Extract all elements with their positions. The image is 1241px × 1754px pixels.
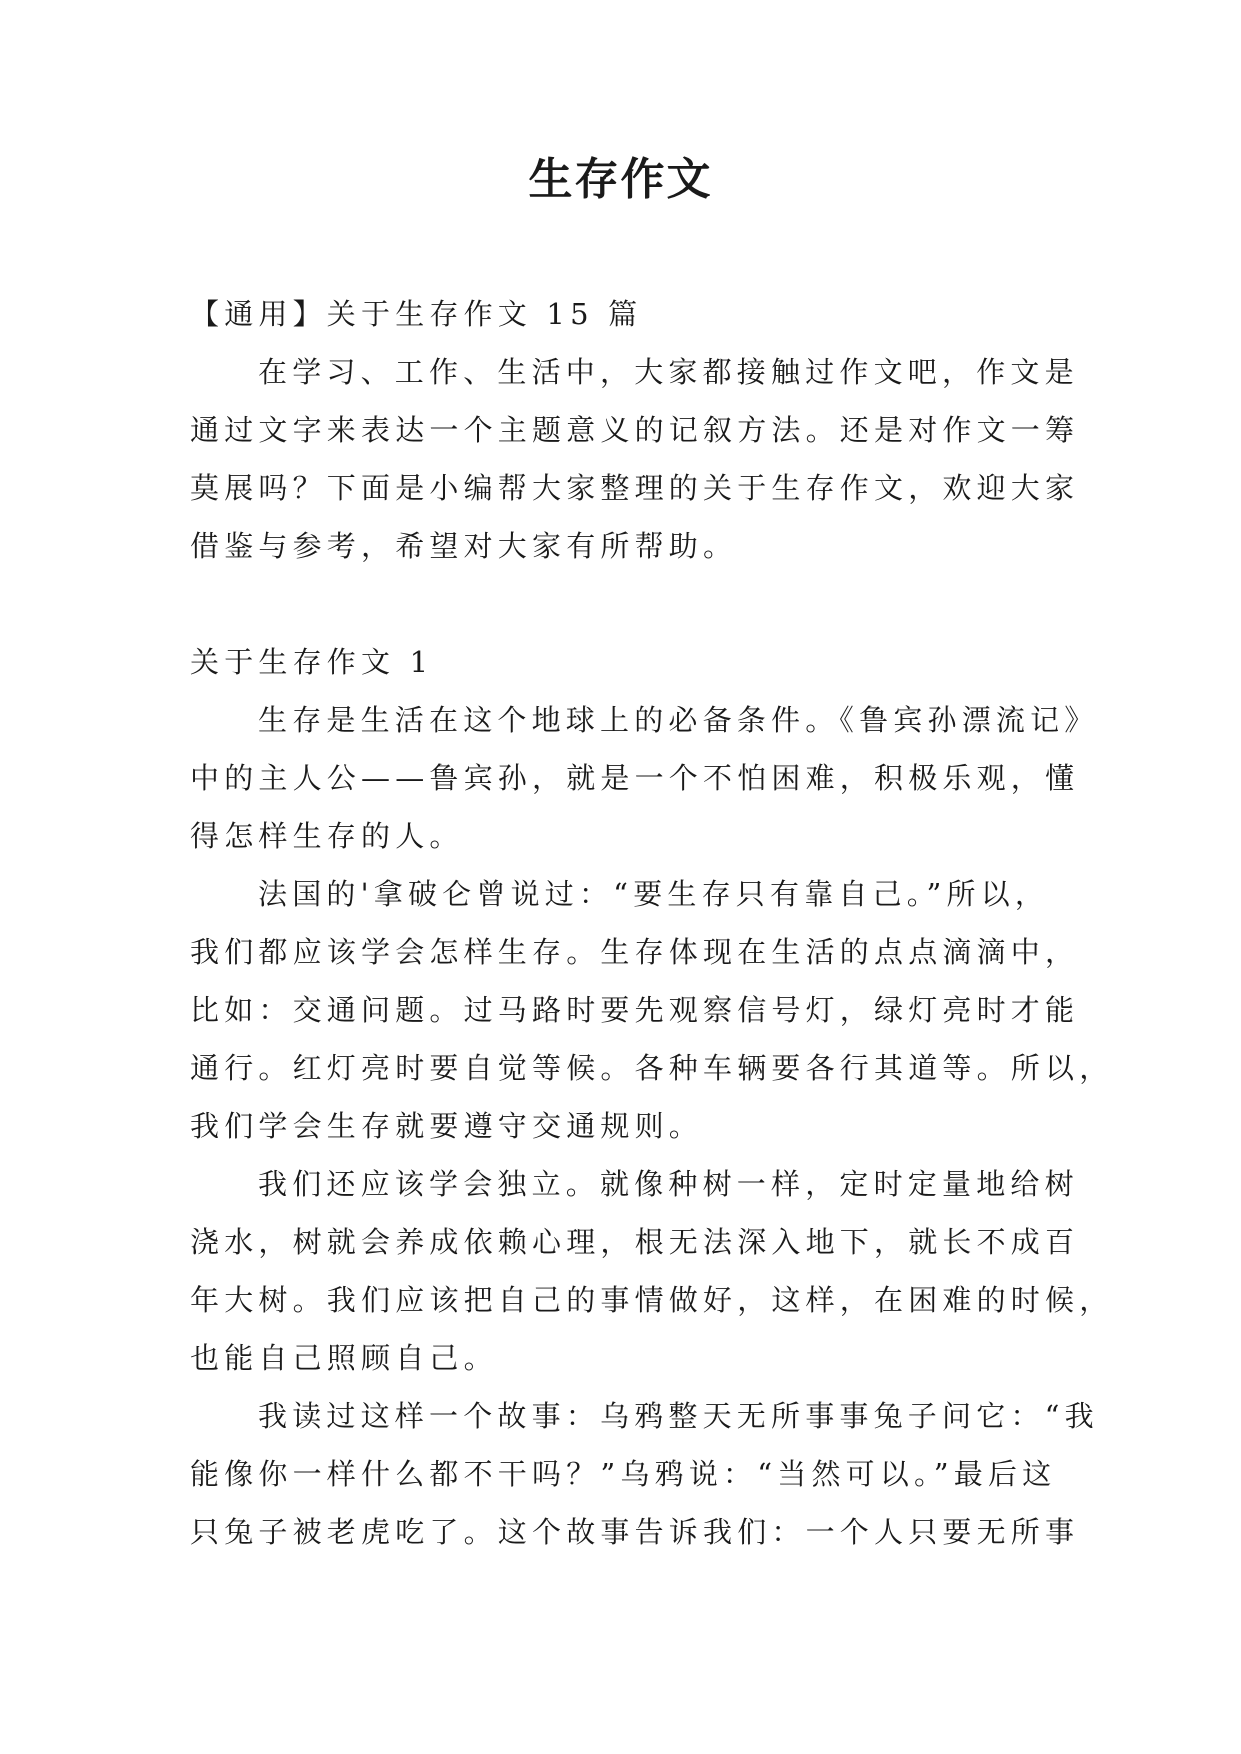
paragraph-line: 法国的'拿破仑曾说过：“要生存只有靠自己。”所以，	[258, 877, 1050, 911]
document-title: 生存作文	[528, 154, 713, 205]
paragraph-line: 我读过这样一个故事：乌鸦整天无所事事兔子问它：“我	[258, 1399, 1099, 1433]
paragraph-line: 能像你一样什么都不干吗？”乌鸦说：“当然可以。”最后这	[190, 1457, 1057, 1491]
paragraph-line: 比如：交通问题。过马路时要先观察信号灯，绿灯亮时才能	[190, 993, 1080, 1027]
paragraph-line: 中的主人公——鲁宾孙，就是一个不怕困难，积极乐观，懂	[190, 761, 1080, 795]
intro-line: 借鉴与参考，希望对大家有所帮助。	[190, 529, 738, 563]
paragraph-line: 只兔子被老虎吃了。这个故事告诉我们：一个人只要无所事	[190, 1515, 1080, 1549]
section-heading: 关于生存作文 1	[190, 645, 434, 679]
paragraph-line: 我们还应该学会独立。就像种树一样，定时定量地给树	[258, 1167, 1079, 1201]
intro-line: 在学习、工作、生活中，大家都接触过作文吧，作文是	[258, 355, 1079, 389]
paragraph-line: 我们学会生存就要遵守交通规则。	[190, 1109, 704, 1143]
paragraph-line: 也能自己照顾自己。	[190, 1341, 498, 1375]
paragraph-line: 我们都应该学会怎样生存。生存体现在生活的点点滴滴中，	[190, 935, 1080, 969]
intro-line: 莫展吗？下面是小编帮大家整理的关于生存作文，欢迎大家	[190, 471, 1080, 505]
paragraph-line: 生存是生活在这个地球上的必备条件。《鲁宾孙漂流记》	[258, 703, 1099, 737]
document-subtitle: 【通用】关于生存作文 15 篇	[190, 297, 643, 331]
paragraph-line: 年大树。我们应该把自己的事情做好，这样，在困难的时候，	[190, 1283, 1114, 1317]
paragraph-line: 通行。红灯亮时要自觉等候。各种车辆要各行其道等。所以，	[190, 1051, 1114, 1085]
intro-line: 通过文字来表达一个主题意义的记叙方法。还是对作文一筹	[190, 413, 1080, 447]
paragraph-line: 得怎样生存的人。	[190, 819, 464, 853]
paragraph-line: 浇水，树就会养成依赖心理，根无法深入地下，就长不成百	[190, 1225, 1080, 1259]
document-body	[190, 285, 1114, 1561]
